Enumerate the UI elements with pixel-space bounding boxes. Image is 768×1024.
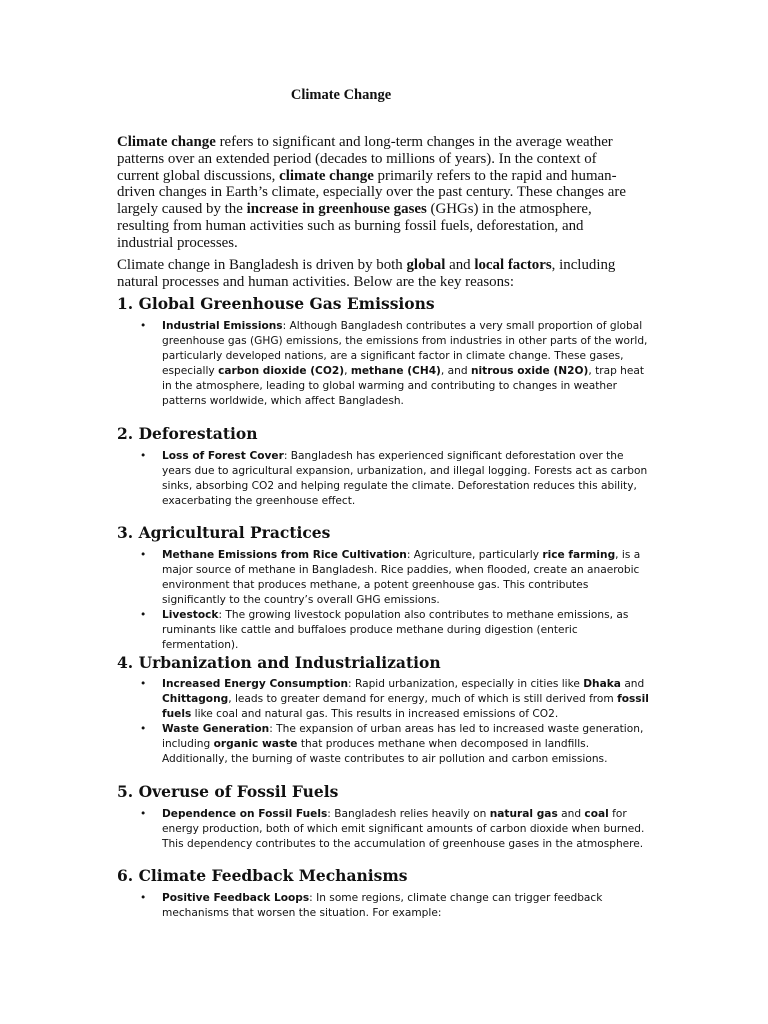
list-item: • Industrial Emissions: Although Bangladesh contributes a very small proportion of global greenhouse gas (GHG) emissions, the emissions from industries in other parts of the world, particularly developed nations, are a significant factor in climate change. These gases, especially carbon dioxide (CO2), methane (CH4), and nitrous oxide (N2O), trap heat in the atmosphere, leading to global warming and contributing to changes in weather patterns worldwide, which affect Bangladesh.	[140, 320, 648, 407]
document-title: Climate Change	[290, 87, 392, 103]
bullet-icon: •	[140, 609, 147, 621]
bangladesh-paragraph: Climate change in Bangladesh is driven by both global and local factors, including natural processes and human activities. Below are the key reasons:	[117, 257, 616, 290]
section-heading-fossil-fuels: 5. Overuse of Fossil Fuels	[117, 782, 339, 801]
section-list-feedback	[140, 891, 650, 921]
bullet-icon: •	[140, 450, 147, 462]
section-heading-urbanization: 4. Urbanization and Industrialization	[117, 653, 441, 672]
bullet-icon: •	[140, 549, 147, 561]
list-item: • Positive Feedback Loops: In some regions, climate change can trigger feedback mechanisms that worsen the situation. For example:	[140, 892, 603, 919]
section-heading-feedback: 6. Climate Feedback Mechanisms	[117, 866, 408, 885]
section-list-fossil-fuels	[140, 807, 650, 852]
section-list-urbanization	[140, 677, 650, 767]
bullet-icon: •	[140, 320, 147, 332]
term-climate-change: Climate change	[117, 134, 216, 150]
term-increase-ghg: increase in greenhouse gases	[246, 201, 427, 218]
term-local-factors: local factors	[474, 257, 552, 273]
section-list-deforestation	[140, 449, 650, 509]
section-list-agriculture	[140, 548, 650, 653]
intro-paragraph: Climate change refers to significant and long-term changes in the average weather patterns over an extended period (decades to millions of years). In the context of current global discussions, climate change primarily refers to the rapid and human-driven changes in Earth’s climate, especially over the past century. These changes are largely caused by the increase in greenhouse gases (GHGs) in the atmosphere, resulting from human activities such as burning fossil fuels, deforestation, and industrial processes.	[117, 134, 626, 251]
list-item: • Increased Energy Consumption: Rapid urbanization, especially in cities like Dhaka and Chittagong, leads to greater demand for energy, much of which is still derived from fossil fuels like coal and natural gas. This results in increased emissions of CO2.	[140, 678, 649, 720]
section-heading-deforestation: 2. Deforestation	[117, 424, 258, 443]
bullet-icon: •	[140, 723, 147, 735]
list-item: • Waste Generation: The expansion of urban areas has led to increased waste generation, including organic waste that produces methane when decomposed in landfills. Additionally, the burning of waste contributes to air pollution and carbon emissions.	[140, 723, 644, 765]
list-item: • Dependence on Fossil Fuels: Bangladesh relies heavily on natural gas and coal for energy production, both of which emit significant amounts of carbon dioxide when burned. This dependency contributes to the accumulation of greenhouse gases in the atmosphere.	[140, 808, 645, 850]
bullet-icon: •	[140, 678, 147, 690]
section-list-global-emissions	[140, 319, 650, 409]
section-heading-global-emissions: 1. Global Greenhouse Gas Emissions	[117, 294, 435, 313]
bullet-icon: •	[140, 892, 147, 904]
list-item: • Methane Emissions from Rice Cultivation: Agriculture, particularly rice farming, is a major source of methane in Bangladesh. Rice paddies, when flooded, create an anaerobic environment that produces methane, a potent greenhouse gas. This contributes significantly to the country’s overall GHG emissions.	[140, 549, 641, 606]
term-global: global	[406, 257, 446, 273]
bullet-icon: •	[140, 808, 147, 820]
section-heading-agriculture: 3. Agricultural Practices	[117, 523, 331, 542]
list-item: • Livestock: The growing livestock population also contributes to methane emissions, as ruminants like cattle and buffaloes produce methane during digestion (enteric fermentation).	[140, 609, 629, 651]
list-item: • Loss of Forest Cover: Bangladesh has experienced significant deforestation over the years due to agricultural expansion, urbanization, and illegal logging. Forests act as carbon sinks, absorbing CO2 and helping regulate the climate. Deforestation reduces this ability, exacerbating the greenhouse effect.	[140, 450, 648, 507]
term-climate-change-2: climate change	[279, 167, 374, 184]
